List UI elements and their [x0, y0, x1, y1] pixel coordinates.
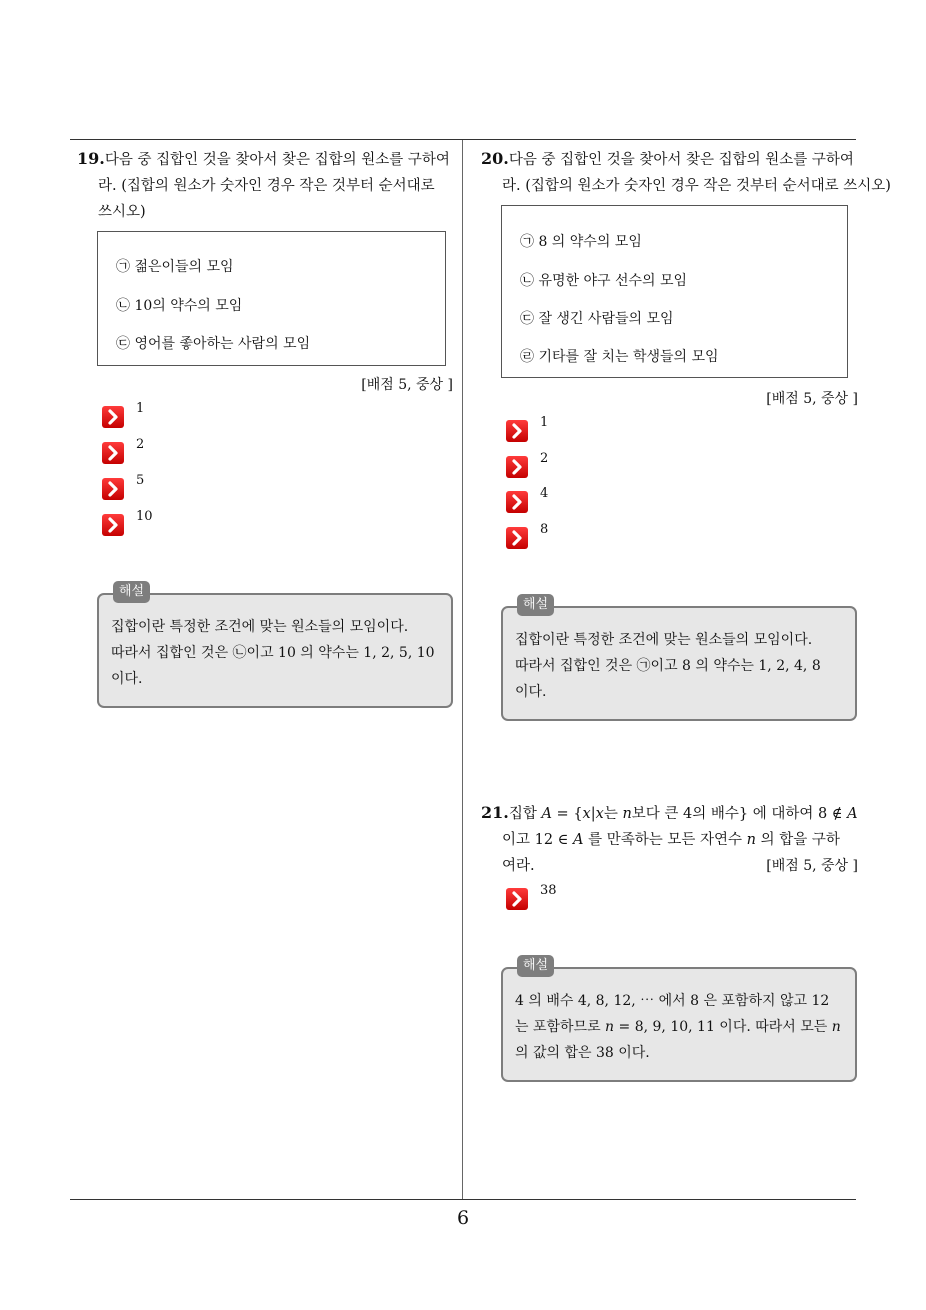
chevron-right-icon: [102, 478, 124, 500]
column-divider: [462, 140, 463, 1200]
explanation-line: 집합이란 특정한 조건에 맞는 원소들의 모임이다.: [515, 632, 813, 648]
explanation-line: 는 포함하므로 n = 8, 9, 10, 11 이다. 따라서 모든 n: [515, 1019, 841, 1035]
choice-item: ㉠ 젊은이들의 모임: [116, 259, 234, 275]
question-number: 20.: [481, 149, 509, 168]
chevron-right-icon: [506, 527, 528, 549]
explanation-line: 의 값의 합은 38 이다.: [515, 1045, 650, 1061]
answer-label: 38: [540, 883, 557, 898]
bottom-rule: [70, 1199, 856, 1200]
answer-label: 4: [540, 486, 549, 501]
explanation-label: 해설: [517, 594, 554, 616]
page-number: 6: [457, 1207, 470, 1229]
question-20-choice-box: [501, 205, 848, 378]
answer-label: 8: [540, 522, 549, 537]
choice-item: ㉡ 10의 약수의 모임: [116, 298, 243, 314]
question-19-explanation-box: [97, 584, 453, 708]
question-20-explanation-box: [501, 597, 857, 721]
question-20-prompt: 20.다음 중 집합인 것을 찾아서 찾은 집합의 원소를 구하여 라. (집합의 원소가 숫자인 경우 작은 것부터 순서대로 쓰시오): [481, 149, 891, 194]
choice-item: ㉣ 기타를 잘 치는 학생들의 모임: [520, 349, 719, 365]
question-number: 19.: [77, 149, 105, 168]
explanation-line: 집합이란 특정한 조건에 맞는 원소들의 모임이다.: [111, 619, 409, 635]
answer-label: 2: [540, 451, 549, 466]
explanation-line: 이다.: [111, 671, 143, 687]
explanation-label: 해설: [113, 581, 150, 603]
answer-label: 5: [136, 473, 145, 488]
choice-item: ㉡ 유명한 야구 선수의 모임: [520, 273, 688, 289]
choice-item: ㉢ 잘 생긴 사람들의 모임: [520, 311, 674, 327]
question-21-prompt: 21.집합 A = {x|x는 n보다 큰 4의 배수} 에 대하여 8 ∉ A 이고 12 ∈ A 를 만족하는 모든 자연수 n 의 합을 구하 여라.: [481, 803, 858, 874]
choice-item: ㉠ 8 의 약수의 모임: [520, 234, 642, 250]
explanation-line: 4 의 배수 4, 8, 12, ⋯ 에서 8 은 포함하지 않고 12: [515, 993, 830, 1009]
chevron-right-icon: [506, 888, 528, 910]
explanation-line: 따라서 집합인 것은 ㉡이고 10 의 약수는 1, 2, 5, 10: [111, 645, 435, 661]
answer-label: 1: [136, 401, 145, 416]
question-19-choice-box: [97, 231, 446, 366]
chevron-right-icon: [506, 420, 528, 442]
question-19-prompt: 19.다음 중 집합인 것을 찾아서 찾은 집합의 원소를 구하여 라. (집합의 원소가 숫자인 경우 작은 것부터 순서대로 쓰시오): [77, 149, 450, 220]
question-21-explanation-box: [501, 958, 857, 1082]
answer-label: 10: [136, 509, 153, 524]
top-rule: [70, 139, 856, 140]
explanation-label: 해설: [517, 955, 554, 977]
question-19-score-meta: [배점 5, 중상 ]: [361, 377, 453, 393]
choice-item: ㉢ 영어를 좋아하는 사람의 모임: [116, 336, 311, 352]
explanation-line: 따라서 집합인 것은 ㉠이고 8 의 약수는 1, 2, 4, 8: [515, 658, 821, 674]
chevron-right-icon: [102, 514, 124, 536]
chevron-right-icon: [506, 456, 528, 478]
question-number: 21.: [481, 803, 509, 822]
question-20-score-meta: [배점 5, 중상 ]: [766, 391, 858, 407]
question-21-score-meta: [배점 5, 중상 ]: [766, 858, 858, 874]
answer-label: 1: [540, 415, 549, 430]
answer-label: 2: [136, 437, 145, 452]
chevron-right-icon: [102, 406, 124, 428]
chevron-right-icon: [506, 491, 528, 513]
chevron-right-icon: [102, 442, 124, 464]
explanation-line: 이다.: [515, 684, 547, 700]
